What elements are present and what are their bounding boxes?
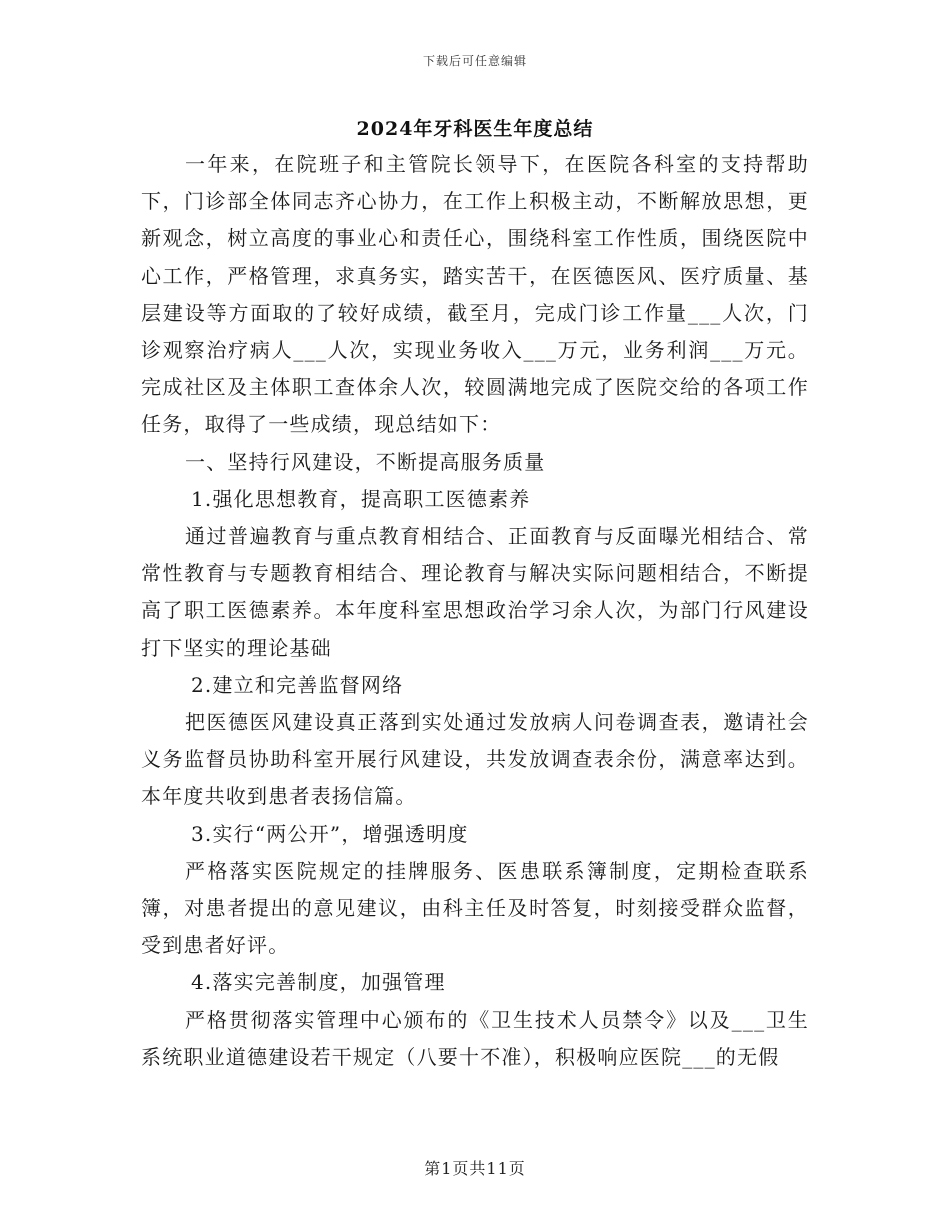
document-body — [141, 146, 809, 1076]
body-paragraph: 把医德医风建设真正落到实处通过发放病人问卷调查表，邀请社会义务监督员协助科室开展行风建设，共发放调查表余份，满意率达到。本年度共收到患者表扬信篇。 — [141, 710, 809, 809]
section-heading: 一、坚持行风建设，不断提高服务质量 — [185, 449, 546, 474]
body-paragraph: 严格落实医院规定的挂牌服务、医患联系簿制度，定期检查联系簿，对患者提出的意见建议，由科主任及时答复，时刻接受群众监督，受到患者好评。 — [141, 858, 809, 958]
subsection-heading: 2.建立和完善监督网络 — [191, 672, 404, 697]
subsection-heading: 3.实行“两公开”，增强透明度 — [191, 821, 469, 846]
intro-paragraph: 一年来，在院班子和主管院长领导下，在医院各科室的支持帮助下，门诊部全体同志齐心协力，在工作上积极主动，不断解放思想，更新观念，树立高度的事业心和责任心，围绕科室工作性质，围绕医院中心工作，严格管理，求真务实，踏实苦干，在医德医风、医疗质量、基层建设等方面取的了较好成绩，截至月，完成门诊工作量___人次，门诊观察治疗病人___人次，实现业务收入___万元，业务利润___万元。完成社区及主体职工查体余人次，较圆满地完成了医院交给的各项工作任务，取得了一些成绩，现总结如下： — [141, 152, 809, 437]
document-title: 2024年牙科医生年度总结 — [356, 118, 594, 140]
body-paragraph: 通过普遍教育与重点教育相结合、正面教育与反面曝光相结合、常常性教育与专题教育相结合、理论教育与解决实际问题相结合，不断提高了职工医德素养。本年度科室思想政治学习余人次，为部门行风建设打下坚实的理论基础 — [141, 524, 809, 660]
page-header-note: 下载后可任意编辑 — [422, 54, 527, 68]
body-paragraph: 严格贯彻落实管理中心颁布的《卫生技术人员禁令》以及___卫生系统职业道德建设若干规定（八要十不准），积极响应医院___的无假 — [141, 1007, 809, 1069]
subsection-heading: 1.强化思想教育，提高职工医德素养 — [191, 486, 531, 511]
subsection-heading: 4.落实完善制度，加强管理 — [191, 970, 446, 995]
page-number-footer: 第1页共11页 — [424, 1159, 526, 1178]
